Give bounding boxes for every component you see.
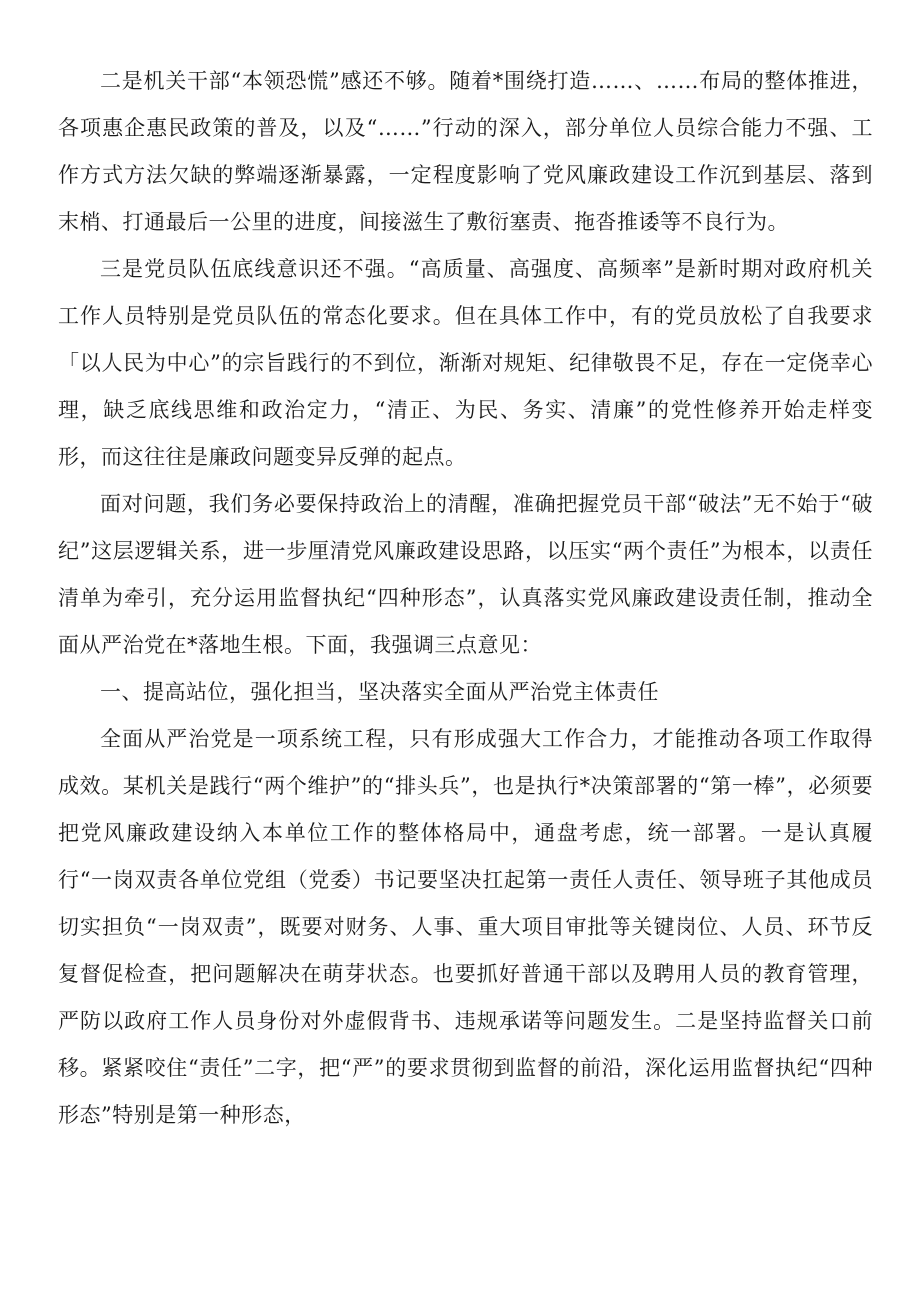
paragraph-system-engineering: 全面从严治党是一项系统工程，只有形成强大工作合力，才能推动各项工作取得成效。某机关是践行“两个维护”的“排头兵”，也是执行*决策部署的“第一棒”，必须要把党风廉政建设纳入本单位工作的整体格局中，通盘考虑，统一部署。一是认真履行“一岗双责各单位党组（党委）书记要坚决扛起第一责任人责任、领导班子其他成员切实担负“一岗双责”，既要对财务、人事、重大项目审批等关键岗位、人员、环节反复督促检查，把问题解决在萌芽状态。也要抓好普通干部以及聘用人员的教育管理，严防以政府工作人员身份对外虚假背书、违规承诺等问题发生。二是坚持监督关口前移。紧紧咬住“责任”二字，把“严”的要求贯彻到监督的前沿，深化运用监督执纪“四种形态”特别是第一种形态， bbox=[58, 727, 873, 1127]
paragraph-party-bottom-line: 三是党员队伍底线意识还不强。“高质量、高强度、高频率”是新时期对政府机关工作人员特别是党员队伍的常态化要求。但在具体工作中，有的党员放松了自我要求「以人民为中心”的宗旨践行的不到位，渐渐对规矩、纪律敬畏不足，存在一定侥幸心理，缺乏底线思维和政治定力，“清正、为民、务实、清廉”的党性修养开始走样变形，而这往往是廉政问题变异反弹的起点。 bbox=[58, 257, 873, 469]
document-body bbox=[58, 58, 873, 1139]
paragraph-facing-problems: 面对问题，我们务必要保持政治上的清醒，准确把握党员干部“破法”无不始于“破纪”这层逻辑关系，进一步厘清党风廉政建设思路，以压实“两个责任”为根本，以责任清单为牵引，充分运用监督执纪“四种形态”，认真落实党风廉政建设责任制，推动全面从严治党在*落地生根。下面，我强调三点意见： bbox=[58, 492, 873, 657]
paragraph-cadre-capability: 二是机关干部“本领恐慌”感还不够。随着*围绕打造……、……布局的整体推进，各项惠企惠民政策的普及，以及“……”行动的深入，部分单位人员综合能力不强、工作方式方法欠缺的弊端逐渐暴露，一定程度影响了党风廉政建设工作沉到基层、落到末梢、打通最后一公里的进度，间接滋生了敷衍塞责、拖沓推诿等不良行为。 bbox=[58, 69, 873, 234]
section-heading-1: 一、提高站位，强化担当，坚决落实全面从严治党主体责任 bbox=[100, 680, 659, 704]
